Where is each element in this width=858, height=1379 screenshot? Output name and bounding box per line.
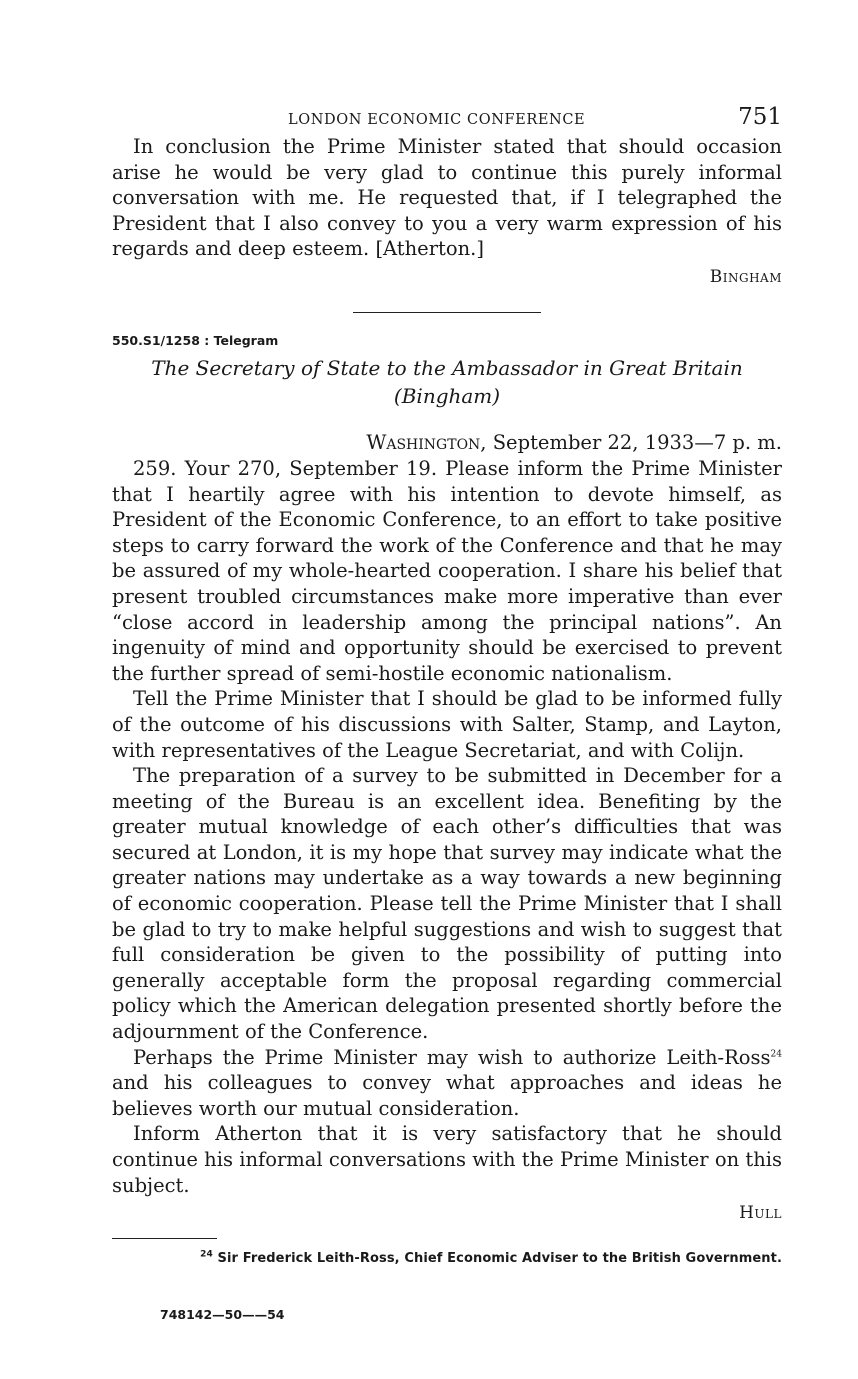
leith-ross-text-cont: and his colleagues to convey what approaches and ideas he believes worth our mutual consideration. — [112, 1071, 782, 1120]
body-paragraph-final: Inform Atherton that it is very satisfactory that he should continue his informal conversations with the Prime Minister on this subject. — [112, 1122, 782, 1197]
body-paragraph-leith-ross — [112, 1045, 782, 1122]
footnote-marker: 24 — [200, 1249, 213, 1260]
page-header — [112, 100, 782, 134]
footnote-reference[interactable]: 24 — [770, 1049, 782, 1060]
section-divider — [353, 312, 541, 313]
leith-ross-text: Perhaps the Prime Minister may wish to authorize Leith-Ross — [133, 1045, 771, 1069]
printer-mark: 748142—50——54 — [160, 1307, 285, 1322]
body-paragraph: Tell the Prime Minister that I should be glad to be informed fully of the outcome of his discussions with Salter, Stamp, and Layton, with representatives of the League Secretariat, and with Colijn. — [112, 687, 782, 762]
signature-bingham: Bingham — [709, 266, 782, 287]
footnote — [112, 1251, 782, 1266]
body-paragraph: 259. Your 270, September 19. Please inform the Prime Minister that I heartily agree with his intention to devote himself, as President of the Economic Conference, to an effort to take positive steps to carry forward the work of the Conference and that he may be assured of my whole-hearted cooperation. I share his belief that present troubled circumstances make more imperative than ever “close accord in leadership among the principal nations”. An ingenuity of mind and opportunity should be exercised to prevent the further spread of semi-hostile economic nationalism. — [112, 456, 782, 685]
body-paragraph: The preparation of a survey to be submitted in December for a meeting of the Bureau is an excellent idea. Benefiting by the greater mutual knowledge of each other’s difficulties that was secured at London, it is my hope that survey may indicate what the greater nations may undertake as a way towards a new beginning of economic cooperation. Please tell the Prime Minister that I shall be glad to try to make helpful suggestions and wish to suggest that full consideration be given to the possibility of putting into generally acceptable form the proposal regarding commercial policy which the American delegation presented shortly before the adjournment of the Conference. — [112, 764, 782, 1044]
dateline-place: Washington — [366, 430, 481, 454]
document-page — [112, 100, 782, 1266]
closing-paragraph: In conclusion the Prime Minister stated that should occasion arise he would be very glad to continue this purely informal conversation with me. He requested that, if I telegraphed the President that I also convey to you a very warm expression of his regards and deep esteem. [Atherton.] — [112, 135, 782, 261]
footnote-text: Sir Frederick Leith-Ross, Chief Economic Adviser to the British Government. — [212, 1251, 782, 1267]
file-reference: 550.S1/1258 : Telegram — [112, 332, 279, 348]
footnote-rule — [112, 1238, 217, 1239]
dateline-date: , September 22, 1933—7 p. m. — [480, 430, 782, 454]
running-head: LONDON ECONOMIC CONFERENCE — [288, 112, 586, 128]
dateline — [112, 430, 782, 456]
document-title: The Secretary of State to the Ambassador in Great Britain (Bingham) — [151, 355, 743, 408]
page-number: 751 — [738, 104, 782, 130]
signature-hull: Hull — [739, 1203, 782, 1224]
